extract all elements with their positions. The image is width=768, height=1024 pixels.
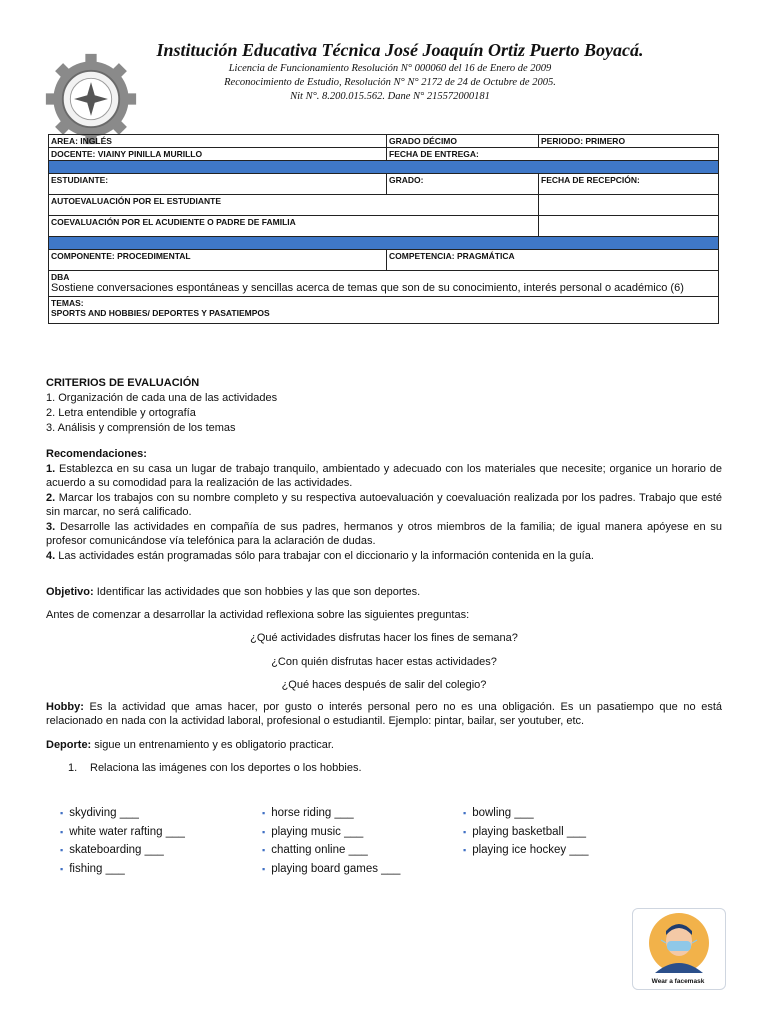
vocab-item [60,804,260,823]
grado-cell: GRADO: [387,174,539,195]
deporte-definition [46,738,726,752]
recomendacion-number: 3. [46,521,56,533]
bullet-icon: ▪ [262,845,266,855]
criterios-heading: CRITERIOS DE EVALUACIÓN [46,377,200,389]
bullet-icon: ▪ [60,845,64,855]
recomendacion-item [46,462,722,490]
objetivo-label: Objetivo: [46,586,94,598]
vocab-column-1 [60,804,260,878]
autoevaluacion-cell: AUTOEVALUACIÓN POR EL ESTUDIANTE [49,195,539,216]
competencia-cell: COMPETENCIA: PRAGMÁTICA [387,250,719,271]
recomendacion-number: 1. [46,463,56,475]
autoevaluacion-score [539,195,719,216]
school-logo-icon [44,52,138,146]
exercise-number: 1. [68,762,78,774]
deporte-text: sigue un entrenamiento y es obligatorio practicar. [91,739,334,751]
temas-text: SPORTS AND HOBBIES/ DEPORTES Y PASATIEMPOS [51,308,270,318]
recomendacion-item [46,491,722,519]
vocab-text: playing ice hockey ___ [472,844,589,856]
componente-cell: COMPONENTE: PROCEDIMENTAL [49,250,387,271]
vocab-text: skateboarding ___ [69,844,164,856]
bullet-icon: ▪ [60,863,64,874]
bullet-icon: ▪ [262,808,266,818]
vocab-item [262,804,462,823]
dba-label: DBA [51,272,70,282]
recomendaciones-heading: Recomendaciones: [46,448,147,460]
vocab-text: white water rafting ___ [69,825,185,838]
docente-cell: DOCENTE: VIAINY PINILLA MURILLO [49,148,387,161]
vocab-text: bowling ___ [472,807,534,819]
bullet-icon: ▪ [60,808,64,818]
person-facemask-icon [633,909,725,979]
recomendacion-text: Desarrolle las actividades en compañía de sus padres, hermanos y otros miembros de la familia; de igual manera apóyese en su profesor comunicándose vía telefónica para la aclaración de dudas. [46,521,722,547]
vocab-item [262,841,462,860]
vocab-text: horse riding ___ [271,807,354,819]
vocab-column-2 [262,804,462,878]
license-line: Licencia de Funcionamiento Resolución N° 000060 del 16 de Enero de 2009 [228,63,552,74]
vocab-text: chatting online ___ [271,844,368,856]
info-table [48,134,719,324]
estudiante-cell: ESTUDIANTE: [49,174,387,195]
area-cell: AREA: INGLÉS [49,135,387,148]
periodo-cell: PERIODO: PRIMERO [539,135,719,148]
grado-decimo-cell: GRADO DÉCIMO [387,135,539,148]
recomendacion-item [46,520,722,548]
facemask-caption: Wear a facemask [651,978,705,985]
recomendacion-item [46,549,722,563]
criterio-item: 3. Análisis y comprensión de los temas [46,422,236,434]
vocab-text: playing board games ___ [271,862,401,875]
recomendacion-text: Las actividades están programadas sólo para trabajar con el diccionario y la información contenida en la guía. [55,550,594,562]
blue-divider [49,161,719,174]
temas-cell [49,297,719,324]
recomendacion-text: Marcar los trabajos con su nombre completo y su respectiva autoevaluación y coevaluación realizada por los padres. Trabajo que esté sin marcar, no será calificado. [46,492,722,518]
vocab-text: playing basketball ___ [472,825,587,838]
dba-text: Sostiene conversaciones espontáneas y sencillas acerca de temas que son de su conocimiento, interés personal o académico (6) [51,282,684,294]
hobby-label: Hobby: [46,701,84,713]
bullet-icon: ▪ [262,863,266,874]
vocab-item [262,823,462,842]
hobby-text: Es la actividad que amas hacer, por gusto o interés personal pero no es una obligación. Es un pasatiempo que no está relacionado en nada con la actividad laboral, profesional o estudiantil. Ejemplo: pintar, bailar, ser youtuber, etc. [46,701,722,727]
recomendaciones-section [46,447,722,563]
vocab-item [262,860,462,879]
coevaluacion-score [539,216,719,237]
nit-line: Nit N°. 8.200.015.562. Dane N° 215572000181 [290,91,490,102]
fecha-recepcion-cell: FECHA DE RECEPCIÓN: [539,174,719,195]
recomendacion-number: 2. [46,492,56,504]
bullet-icon: ▪ [463,845,467,855]
recomendacion-text: Establezca en su casa un lugar de trabajo tranquilo, ambientado y adecuado con los materiales que necesite; organice un horario de acuerdo a su comodidad para la realización de las actividades. [46,463,722,489]
vocab-item [463,823,663,842]
vocab-item [463,841,663,860]
question: ¿Con quién disfrutas hacer estas actividades? [271,656,497,668]
objetivo-line [46,585,726,599]
vocab-item [60,823,260,842]
bullet-icon: ▪ [463,826,467,837]
school-name: Institución Educativa Técnica José Joaquín Ortiz Puerto Boyacá. [156,40,644,60]
coevaluacion-cell: COEVALUACIÓN POR EL ACUDIENTE O PADRE DE FAMILIA [49,216,539,237]
vocab-item [60,860,260,879]
temas-label: TEMAS: [51,298,84,308]
question: ¿Qué actividades disfrutas hacer los fines de semana? [250,632,518,644]
vocab-item [60,841,260,860]
criterio-item: 1. Organización de cada una de las actividades [46,392,278,404]
vocab-text: playing music ___ [271,825,364,838]
objetivo-text: Identificar las actividades que son hobbies y las que son deportes. [93,586,421,598]
question: ¿Qué haces después de salir del colegio? [281,679,487,691]
vocab-text: skydiving ___ [69,807,139,819]
dba-cell [49,271,719,297]
exercise-text: Relaciona las imágenes con los deportes o los hobbies. [90,762,362,774]
criterios-section [46,376,726,435]
antes-line: Antes de comenzar a desarrollar la actividad reflexiona sobre las siguientes preguntas: [46,609,470,621]
recognition-line: Reconocimiento de Estudio, Resolución N° N° 2172 de 24 de Octubre de 2005. [224,77,556,88]
vocab-item [463,804,663,823]
blue-divider [49,237,719,250]
bullet-icon: ▪ [463,808,467,818]
bullet-icon: ▪ [60,826,64,837]
vocab-column-3 [463,804,663,860]
exercise-instruction [68,761,708,775]
deporte-label: Deporte: [46,739,92,751]
fecha-entrega-cell: FECHA DE ENTREGA: [387,148,719,161]
vocab-text: fishing ___ [69,862,125,875]
recomendacion-number: 4. [46,550,56,562]
criterio-item: 2. Letra entendible y ortografía [46,407,196,419]
bullet-icon: ▪ [262,826,266,837]
hobby-definition [46,700,722,728]
